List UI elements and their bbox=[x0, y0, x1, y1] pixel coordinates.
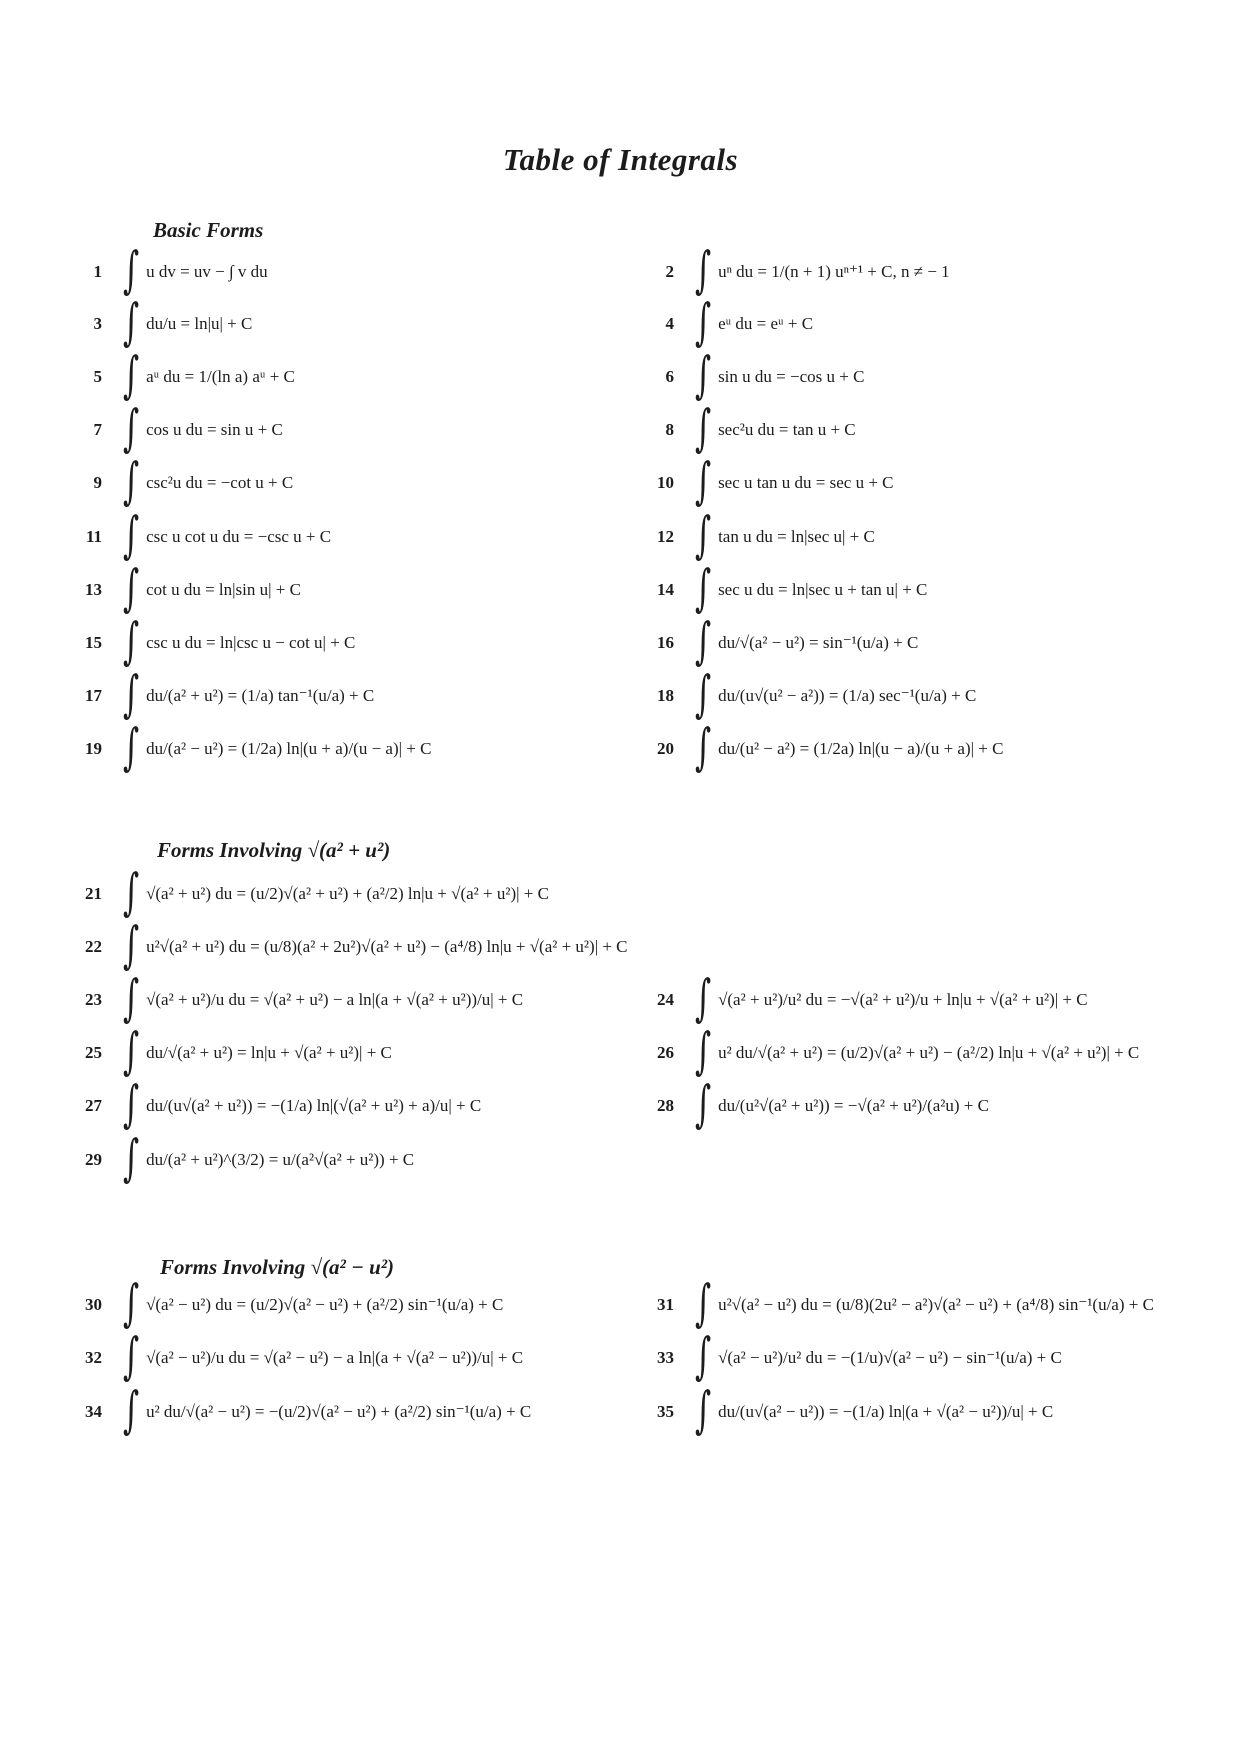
formula-number: 5 bbox=[93, 367, 102, 386]
integral-sign-icon: ∫ bbox=[694, 1075, 712, 1133]
formula-expression: √(a² + u²) du = (u/2)√(a² + u²) + (a²/2) ln|u + √(a² + u²)| + C bbox=[146, 884, 549, 903]
formula-expression: u² du/√(a² + u²) = (u/2)√(a² + u²) − (a²/2) ln|u + √(a² + u²)| + C bbox=[718, 1043, 1140, 1062]
formula-35 bbox=[630, 1381, 1054, 1439]
formula-expression: √(a² − u²)/u² du = −(1/u)√(a² − u²) − sin⁻¹(u/a) + C bbox=[718, 1348, 1062, 1367]
formula-expression: u²√(a² + u²) du = (u/8)(a² + 2u²)√(a² + u²) − (a⁴/8) ln|u + √(a² + u²)| + C bbox=[146, 937, 628, 956]
integral-sign-icon: ∫ bbox=[694, 1381, 712, 1439]
formula-number: 22 bbox=[85, 937, 102, 956]
integral-sign-icon: ∫ bbox=[122, 1327, 140, 1385]
formula-number: 11 bbox=[85, 527, 102, 546]
formula-expression: uⁿ du = 1/(n + 1) uⁿ⁺¹ + C, n ≠ − 1 bbox=[718, 262, 950, 281]
formula-expression: √(a² + u²)/u² du = −√(a² + u²)/u + ln|u + √(a² + u²)| + C bbox=[718, 990, 1088, 1009]
formula-expression: du/(u√(a² + u²)) = −(1/a) ln|(√(a² + u²) + a)/u| + C bbox=[146, 1096, 482, 1115]
formula-expression: du/(u√(a² − u²)) = −(1/a) ln|(a + √(a² − u²))/u| + C bbox=[718, 1402, 1054, 1421]
formula-expression: du/u = ln|u| + C bbox=[146, 314, 253, 333]
formula-number: 25 bbox=[85, 1043, 102, 1062]
integral-sign-icon: ∫ bbox=[122, 293, 140, 351]
formula-number: 9 bbox=[93, 473, 102, 492]
integral-sign-icon: ∫ bbox=[694, 1327, 712, 1385]
formula-number: 28 bbox=[657, 1096, 674, 1115]
formula-26 bbox=[630, 1022, 1140, 1080]
integral-sign-icon: ∫ bbox=[122, 559, 140, 617]
section-heading-sqrt-a2-minus-u2: Forms Involving √(a² − u²) bbox=[160, 1255, 395, 1279]
formula-29 bbox=[62, 1129, 415, 1187]
integral-sign-icon: ∫ bbox=[694, 969, 712, 1027]
formula-expression: csc²u du = −cot u + C bbox=[146, 473, 294, 492]
formula-expression: sec u tan u du = sec u + C bbox=[718, 473, 894, 492]
formula-number: 21 bbox=[85, 884, 102, 903]
integral-sign-icon: ∫ bbox=[122, 1075, 140, 1133]
integral-sign-icon: ∫ bbox=[122, 346, 140, 404]
formula-number: 24 bbox=[657, 990, 674, 1009]
formula-expression: du/√(a² − u²) = sin⁻¹(u/a) + C bbox=[718, 633, 919, 652]
formula-expression: du/(a² + u²)^(3/2) = u/(a²√(a² + u²)) + C bbox=[146, 1150, 415, 1169]
formula-number: 3 bbox=[93, 314, 102, 333]
integral-sign-icon: ∫ bbox=[122, 863, 140, 921]
formula-expression: sec²u du = tan u + C bbox=[718, 420, 856, 439]
formula-number: 6 bbox=[665, 367, 674, 386]
integral-sign-icon: ∫ bbox=[694, 346, 712, 404]
formula-18 bbox=[630, 665, 977, 723]
integral-sign-icon: ∫ bbox=[694, 452, 712, 510]
integral-sign-icon: ∫ bbox=[694, 1274, 712, 1332]
formula-number: 30 bbox=[85, 1295, 102, 1314]
formula-27 bbox=[62, 1075, 482, 1133]
formula-7 bbox=[62, 399, 283, 457]
integral-sign-icon: ∫ bbox=[694, 241, 712, 299]
formula-16 bbox=[630, 612, 919, 670]
integral-sign-icon: ∫ bbox=[122, 452, 140, 510]
formula-22 bbox=[62, 916, 628, 974]
formula-expression: tan u du = ln|sec u| + C bbox=[718, 527, 875, 546]
formula-11 bbox=[62, 506, 332, 564]
formula-number: 17 bbox=[85, 686, 102, 705]
integral-sign-icon: ∫ bbox=[122, 1129, 140, 1187]
formula-expression: √(a² + u²)/u du = √(a² + u²) − a ln|(a + √(a² + u²))/u| + C bbox=[146, 990, 524, 1009]
formula-3 bbox=[62, 293, 253, 351]
formula-number: 15 bbox=[85, 633, 102, 652]
formula-21 bbox=[62, 863, 549, 921]
formula-expression: u dv = uv − ∫ v du bbox=[146, 262, 268, 281]
integral-sign-icon: ∫ bbox=[694, 559, 712, 617]
integral-sign-icon: ∫ bbox=[694, 1022, 712, 1080]
formula-24 bbox=[630, 969, 1088, 1027]
formula-number: 7 bbox=[93, 420, 102, 439]
formula-expression: cot u du = ln|sin u| + C bbox=[146, 580, 301, 599]
integral-sign-icon: ∫ bbox=[694, 665, 712, 723]
formula-23 bbox=[62, 969, 524, 1027]
integral-sign-icon: ∫ bbox=[122, 241, 140, 299]
formula-expression: sec u du = ln|sec u + tan u| + C bbox=[718, 580, 928, 599]
integral-sign-icon: ∫ bbox=[122, 399, 140, 457]
formula-expression: du/(u² − a²) = (1/2a) ln|(u − a)/(u + a)| + C bbox=[718, 739, 1004, 758]
formula-number: 20 bbox=[657, 739, 674, 758]
formula-expression: eᵘ du = eᵘ + C bbox=[718, 314, 814, 333]
formula-expression: du/(u²√(a² + u²)) = −√(a² + u²)/(a²u) + C bbox=[718, 1096, 989, 1115]
formula-number: 29 bbox=[85, 1150, 102, 1169]
formula-28 bbox=[630, 1075, 989, 1133]
integral-sign-icon: ∫ bbox=[122, 1022, 140, 1080]
formula-19 bbox=[62, 718, 432, 776]
formula-number: 4 bbox=[665, 314, 674, 333]
formula-number: 1 bbox=[93, 262, 102, 281]
formula-expression: √(a² − u²) du = (u/2)√(a² − u²) + (a²/2) sin⁻¹(u/a) + C bbox=[146, 1295, 504, 1314]
section-heading-sqrt-a2-plus-u2: Forms Involving √(a² + u²) bbox=[157, 838, 391, 862]
integral-sign-icon: ∫ bbox=[122, 916, 140, 974]
integral-sign-icon: ∫ bbox=[122, 718, 140, 776]
formula-number: 14 bbox=[657, 580, 674, 599]
formula-expression: aᵘ du = 1/(ln a) aᵘ + C bbox=[146, 367, 295, 386]
integral-sign-icon: ∫ bbox=[694, 612, 712, 670]
formula-number: 13 bbox=[85, 580, 102, 599]
formula-expression: u²√(a² − u²) du = (u/8)(2u² − a²)√(a² − u²) + (a⁴/8) sin⁻¹(u/a) + C bbox=[718, 1295, 1154, 1314]
formula-number: 18 bbox=[657, 686, 674, 705]
formula-number: 34 bbox=[85, 1402, 102, 1421]
formula-number: 16 bbox=[657, 633, 674, 652]
formula-25 bbox=[62, 1022, 392, 1080]
page-title: Table of Integrals bbox=[502, 142, 739, 177]
formula-expression: sin u du = −cos u + C bbox=[718, 367, 865, 386]
integral-sign-icon: ∫ bbox=[694, 506, 712, 564]
integral-sign-icon: ∫ bbox=[122, 1381, 140, 1439]
formula-2 bbox=[630, 241, 950, 299]
formula-31 bbox=[630, 1274, 1154, 1332]
formula-32 bbox=[62, 1327, 524, 1385]
formula-expression: √(a² − u²)/u du = √(a² − u²) − a ln|(a + √(a² − u²))/u| + C bbox=[146, 1348, 524, 1367]
formula-expression: du/(u√(u² − a²)) = (1/a) sec⁻¹(u/a) + C bbox=[718, 686, 977, 705]
integral-sign-icon: ∫ bbox=[122, 1274, 140, 1332]
formula-expression: cos u du = sin u + C bbox=[146, 420, 283, 439]
formula-33 bbox=[630, 1327, 1062, 1385]
formula-number: 32 bbox=[85, 1348, 102, 1367]
formula-number: 26 bbox=[657, 1043, 674, 1062]
formula-expression: csc u cot u du = −csc u + C bbox=[146, 527, 332, 546]
formula-34 bbox=[62, 1381, 532, 1439]
section-heading-basic-forms: Basic Forms bbox=[153, 218, 264, 242]
formula-10 bbox=[630, 452, 894, 510]
formula-number: 33 bbox=[657, 1348, 674, 1367]
integral-sign-icon: ∫ bbox=[122, 612, 140, 670]
integral-sign-icon: ∫ bbox=[122, 665, 140, 723]
formula-number: 23 bbox=[85, 990, 102, 1009]
integral-sign-icon: ∫ bbox=[122, 506, 140, 564]
formula-number: 12 bbox=[657, 527, 674, 546]
formula-15 bbox=[62, 612, 356, 670]
formula-number: 19 bbox=[85, 739, 102, 758]
formula-expression: du/(a² + u²) = (1/a) tan⁻¹(u/a) + C bbox=[146, 686, 375, 705]
formula-expression: csc u du = ln|csc u − cot u| + C bbox=[146, 633, 356, 652]
integral-sign-icon: ∫ bbox=[694, 293, 712, 351]
formula-17 bbox=[62, 665, 375, 723]
formula-20 bbox=[630, 718, 1004, 776]
formula-9 bbox=[62, 452, 294, 510]
formula-number: 35 bbox=[657, 1402, 674, 1421]
integral-sign-icon: ∫ bbox=[122, 969, 140, 1027]
formula-expression: du/(a² − u²) = (1/2a) ln|(u + a)/(u − a)| + C bbox=[146, 739, 432, 758]
formula-expression: u² du/√(a² − u²) = −(u/2)√(a² − u²) + (a²/2) sin⁻¹(u/a) + C bbox=[146, 1402, 532, 1421]
formula-12 bbox=[630, 506, 875, 564]
formula-number: 2 bbox=[665, 262, 674, 281]
formula-14 bbox=[630, 559, 928, 617]
formula-number: 8 bbox=[665, 420, 674, 439]
formula-30 bbox=[62, 1274, 504, 1332]
formula-expression: du/√(a² + u²) = ln|u + √(a² + u²)| + C bbox=[146, 1043, 392, 1062]
formula-number: 31 bbox=[657, 1295, 674, 1314]
formula-number: 27 bbox=[85, 1096, 102, 1115]
formula-6 bbox=[630, 346, 865, 404]
formula-number: 10 bbox=[657, 473, 674, 492]
integral-sign-icon: ∫ bbox=[694, 718, 712, 776]
formula-8 bbox=[630, 399, 856, 457]
formula-4 bbox=[630, 293, 814, 351]
integral-sign-icon: ∫ bbox=[694, 399, 712, 457]
formula-5 bbox=[62, 346, 295, 404]
formula-13 bbox=[62, 559, 301, 617]
formula-1 bbox=[62, 241, 268, 299]
